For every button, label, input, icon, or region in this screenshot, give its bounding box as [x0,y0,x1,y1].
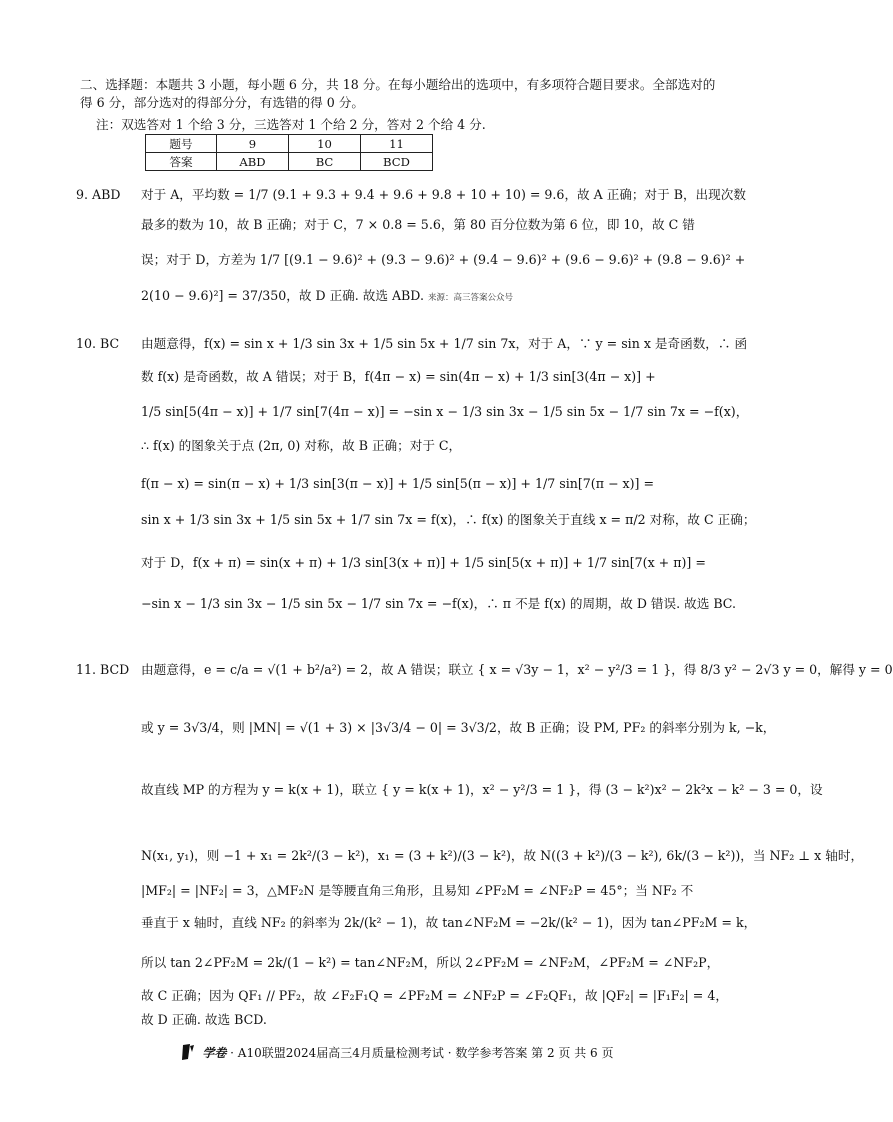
solution-line: 对于 A，平均数 = 1/7 (9.1 + 9.3 + 9.4 + 9.6 + 9.8 + 10 + 10) = 9.6，故 A 正确；对于 B，出现次数 [141,187,746,202]
table-cell: BC [289,153,361,171]
solution-line: 最多的数为 10，故 B 正确；对于 C，7 × 0.8 = 5.6，第 80 百分位数为第 6 位，即 10，故 C 错 [141,217,695,232]
scoring-note: 注：双选答对 1 个给 3 分，三选答对 1 个给 2 分，答对 2 个给 4 分. [96,117,486,132]
solution-line: ∴ f(x) 的图象关于点 (2π, 0) 对称，故 B 正确；对于 C， [141,438,462,453]
solution-line: 所以 tan 2∠PF₂M = 2k/(1 − k²) = tan∠NF₂M，所以 2∠PF₂M = ∠NF₂M，∠PF₂M = ∠NF₂P， [141,955,720,970]
table-row [146,153,433,171]
solution-line: 对于 D，f(x + π) = sin(x + π) + 1/3 sin[3(x + π)] + 1/5 sin[5(x + π)] + 1/7 sin[7(x + π)] = [141,555,706,570]
table-cell: BCD [361,153,433,171]
question-label: 9. ABD [76,187,121,202]
solution-line [141,288,724,304]
solution-line: 故直线 MP 的方程为 y = k(x + 1)，联立 { y = k(x + 1)，x² − y²/3 = 1 }，得 (3 − k²)x² − 2k²x − k² − 3 = 0，设 [141,782,823,797]
solution-line: 由题意得，f(x) = sin x + 1/3 sin 3x + 1/5 sin 5x + 1/7 sin 7x，对于 A，∵ y = sin x 是奇函数，∴ 函 [141,336,748,351]
solution-line: 或 y = 3√3/4，则 |MN| = √(1 + 3) × |3√3/4 − 0| = 3√3/2，故 B 正确；设 PM, PF₂ 的斜率分别为 k, −k， [141,720,776,735]
solution-line: 故 D 正确. 故选 BCD. [141,1012,267,1027]
table-header-number: 题号 [146,135,217,153]
solution-line: 故 C 正确；因为 QF₁ // PF₂，故 ∠F₂F₁Q = ∠PF₂M = ∠NF₂P = ∠F₂QF₁，故 |QF₂| = |F₁F₂| = 4， [141,988,728,1003]
brand-name: 学卷 [202,1046,227,1060]
table-cell: 9 [217,135,289,153]
solution-line: f(π − x) = sin(π − x) + 1/3 sin[3(π − x)] + 1/5 sin[5(π − x)] + 1/7 sin[7(π − x)] = [141,476,655,491]
solution-line: 垂直于 x 轴时，直线 NF₂ 的斜率为 2k/(k² − 1)，故 tan∠NF₂M = −2k/(k² − 1)，因为 tan∠PF₂M = k， [141,915,757,930]
answer-table [145,134,433,171]
footer-text: · A10联盟2024届高三4月质量检测考试 · 数学参考答案 第 2 页 共 6 页 [230,1046,614,1060]
solution-line: 误；对于 D，方差为 1/7 [(9.1 − 9.6)² + (9.3 − 9.6)² + (9.4 − 9.6)² + (9.6 − 9.6)² + (9.8 − 9.6)² + [141,252,746,267]
page-footer [0,1043,794,1064]
section-heading: 二、选择题：本题共 3 小题，每小题 6 分，共 18 分。在每小题给出的选项中，有多项符合题目要求。全部选对的得 6 分，部分选对的得部分分，有选错的得 0 分。 [80,77,716,111]
solution-line: sin x + 1/3 sin 3x + 1/5 sin 5x + 1/7 sin 7x = f(x)，∴ f(x) 的图象关于直线 x = π/2 对称，故 C 正确； [141,512,756,527]
solution-line: 数 f(x) 是奇函数，故 A 错误；对于 B，f(4π − x) = sin(4π − x) + 1/3 sin[3(4π − x)] + [141,369,656,384]
table-row [146,135,433,153]
table-cell: 11 [361,135,433,153]
solution-line: −sin x − 1/3 sin 3x − 1/5 sin 5x − 1/7 sin 7x = −f(x)，∴ π 不是 f(x) 的周期，故 D 错误. 故选 BC. [141,596,736,611]
table-header-answer: 答案 [146,153,217,171]
source-note: 来源：高三答案公众号 [427,293,513,303]
question-label: 10. BC [76,336,120,351]
brand-logo-icon [180,1043,196,1064]
solution-text: 2(10 − 9.6)²] = 37/350，故 D 正确. 故选 ABD. [141,288,424,303]
solution-line: |MF₂| = |NF₂| = 3，△MF₂N 是等腰直角三角形，且易知 ∠PF₂M = ∠NF₂P = 45°；当 NF₂ 不 [141,883,694,898]
table-cell: ABD [217,153,289,171]
solution-line: N(x₁, y₁)，则 −1 + x₁ = 2k²/(3 − k²)，x₁ = (3 + k²)/(3 − k²)，故 N((3 + k²)/(3 − k²), 6k/(3 − k²))，当 NF₂ ⊥ x 轴时， [141,848,864,863]
solution-line: 1/5 sin[5(4π − x)] + 1/7 sin[7(4π − x)] = −sin x − 1/3 sin 3x − 1/5 sin 5x − 1/7 sin 7x = −f(x)， [141,404,749,419]
question-label: 11. BCD [76,662,130,677]
table-cell: 10 [289,135,361,153]
solution-line: 由题意得，e = c/a = √(1 + b²/a²) = 2，故 A 错误；联立 { x = √3y − 1，x² − y²/3 = 1 }，得 8/3 y² − 2√3 y = 0，解得 y = 0 [141,662,893,677]
